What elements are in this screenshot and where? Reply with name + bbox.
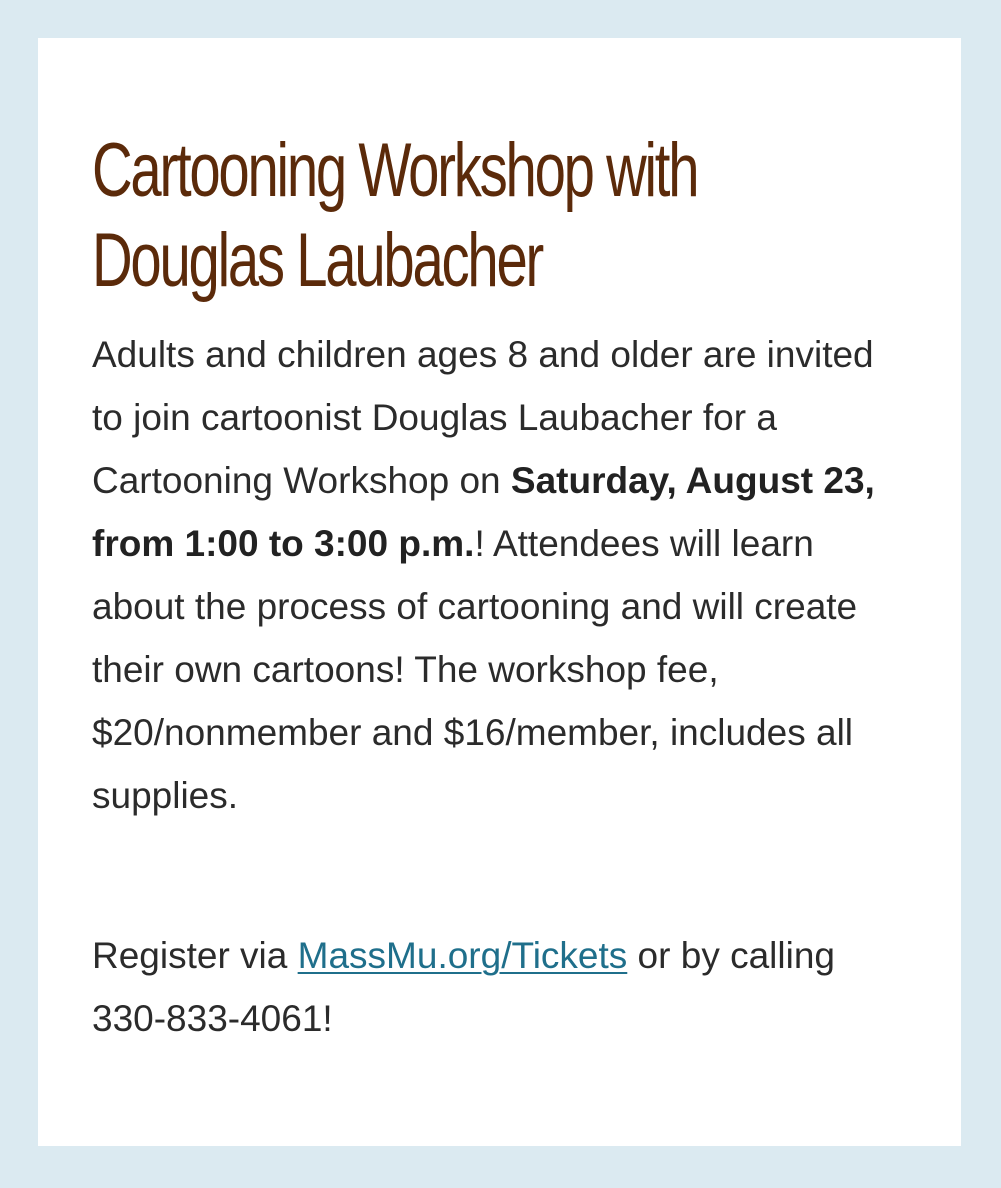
description-intro: Adults and children ages 8 and older are invited to join cartoonist Douglas Laubacher for a Cartooning Workshop on [92, 334, 874, 501]
tickets-link[interactable]: MassMu.org/Tickets [297, 935, 628, 976]
event-card [38, 38, 961, 1146]
event-date-time: Saturday, August 23, from 1:00 to 3:00 p.m. [92, 460, 875, 564]
event-title: Cartooning Workshop with Douglas Laubacher [92, 128, 698, 303]
registration-info [92, 924, 892, 1050]
register-prefix: Register via [92, 935, 298, 976]
register-suffix: or by calling 330-833-4061! [92, 935, 835, 1039]
description-details: ! Attendees will learn about the process of cartooning and will create their own cartoons! The workshop fee, $20/nonmember and $16/member, includes all supplies. [92, 523, 858, 816]
event-description [92, 323, 892, 827]
